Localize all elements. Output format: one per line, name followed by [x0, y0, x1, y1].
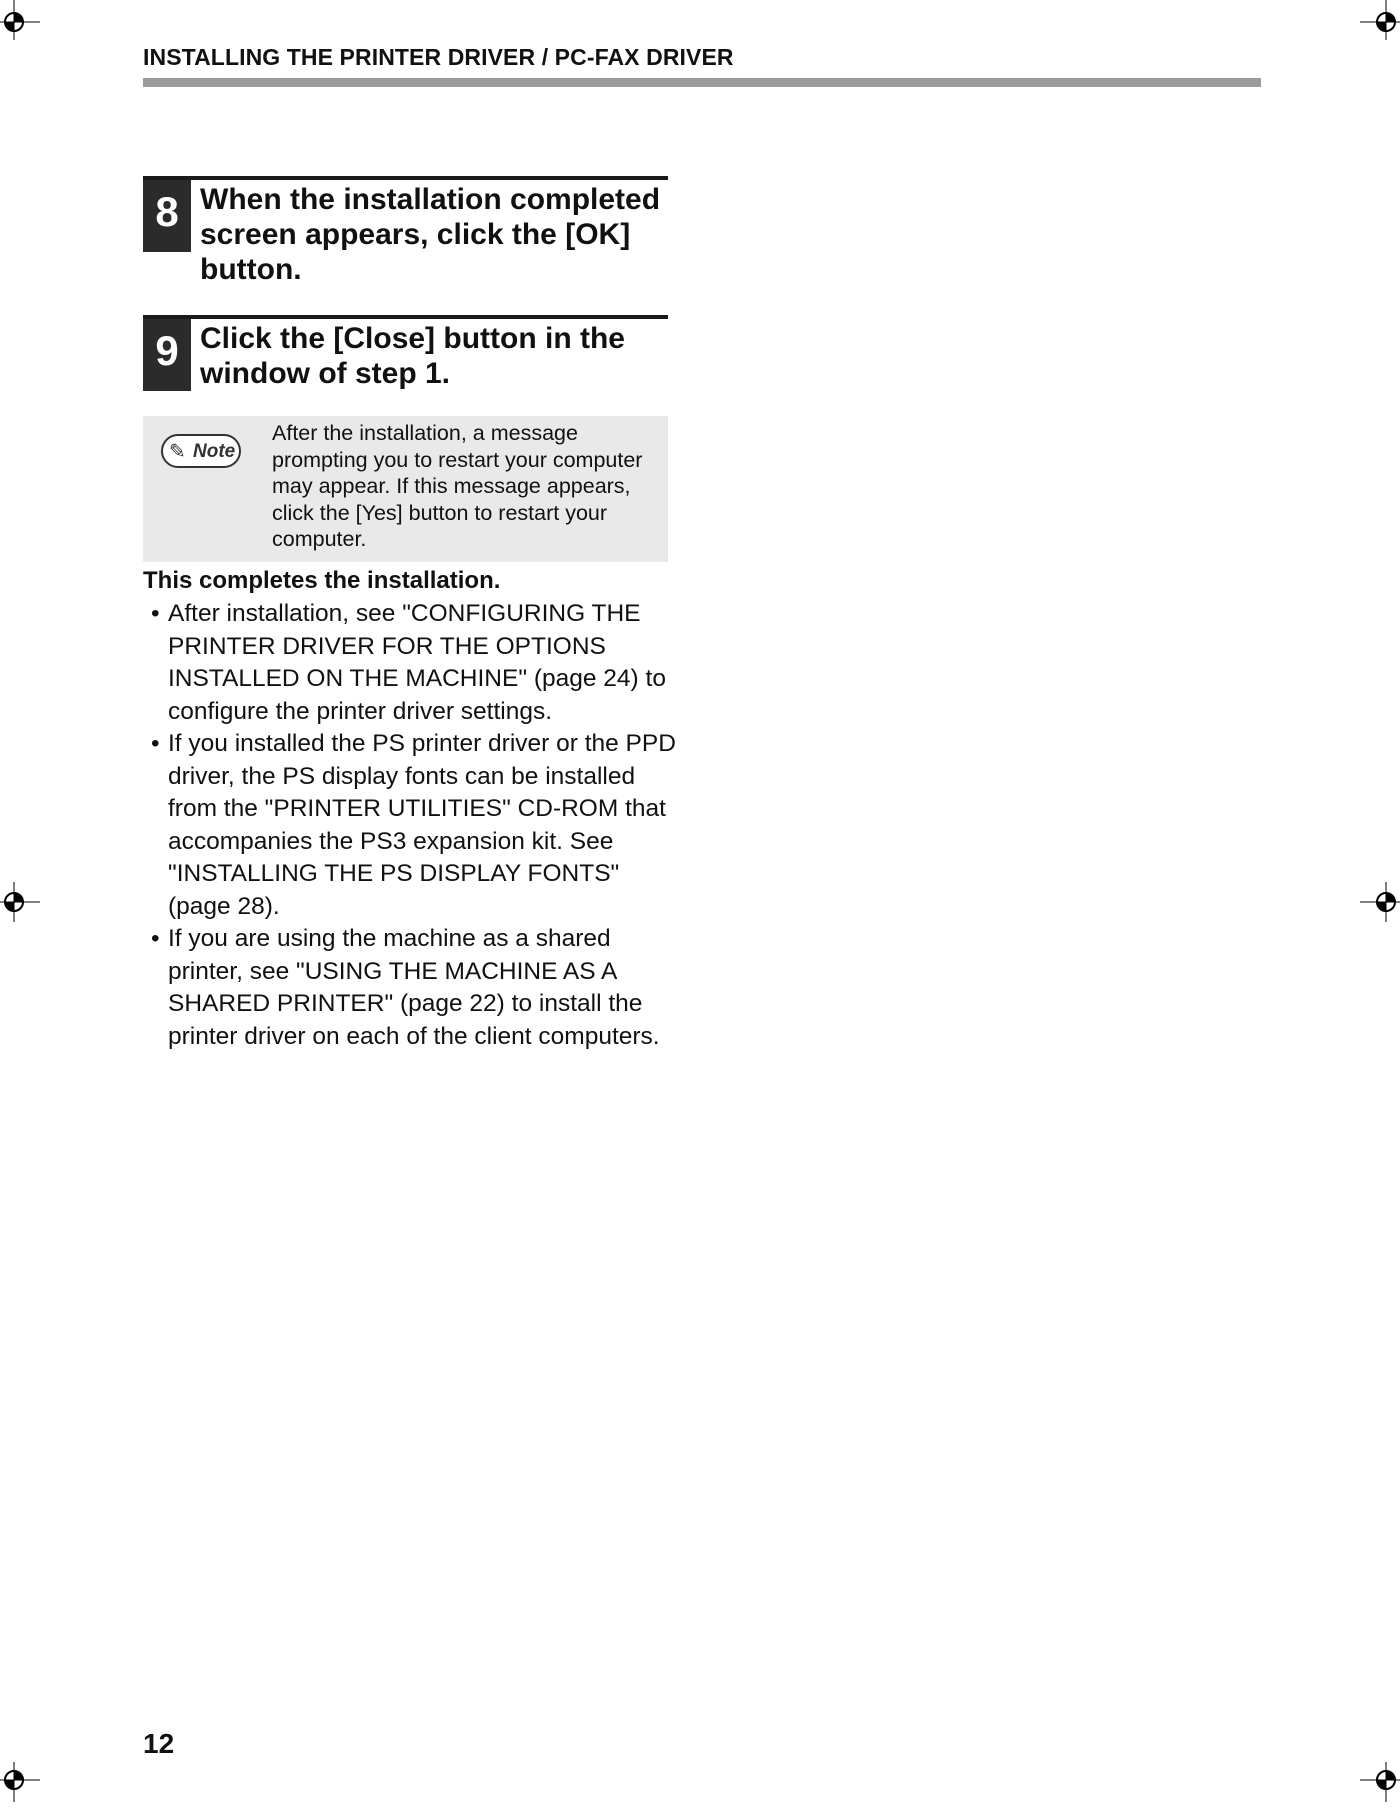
list-item — [143, 923, 683, 1053]
completion-bullet-list — [143, 598, 683, 1053]
step-9 — [143, 315, 668, 397]
list-item — [143, 598, 683, 728]
list-item-text: If you installed the PS printer driver or the PPD driver, the PS display fonts can be installed from the "PRINTER UTILITIES" CD-ROM that accompanies the PS3 expansion kit. See "INSTALLING THE PS DISPLAY FONTS" (page 28). — [168, 730, 676, 920]
pencil-icon: ✎ — [169, 441, 186, 463]
registration-mark-icon — [0, 0, 40, 40]
note-badge — [161, 434, 241, 468]
step-instruction: Click the [Close] button in the window of step 1. — [200, 322, 625, 390]
registration-mark-icon — [1360, 0, 1400, 40]
step-divider — [143, 315, 668, 319]
page-number: 12 — [143, 1728, 175, 1759]
header-rule — [143, 78, 1261, 87]
bullet-icon: • — [151, 600, 160, 627]
step-number: 9 — [143, 319, 191, 391]
note-label: Note — [193, 441, 236, 462]
completion-title: This completes the installation. — [143, 567, 501, 594]
step-instruction: When the installation completed screen appears, click the [OK] button. — [200, 183, 661, 286]
registration-mark-icon — [0, 882, 40, 922]
list-item-text: After installation, see "CONFIGURING THE PRINTER DRIVER FOR THE OPTIONS INSTALLED ON THE MACHINE" (page 24) to configure the printer driver settings. — [168, 600, 666, 725]
list-item-text: If you are using the machine as a shared printer, see "USING THE MACHINE AS A SHARED PRINTER" (page 22) to install the printer driver on each of the client computers. — [168, 925, 660, 1050]
bullet-icon: • — [151, 730, 160, 757]
page-header-title: INSTALLING THE PRINTER DRIVER / PC-FAX DRIVER — [143, 44, 734, 70]
note-text: After the installation, a message prompting you to restart your computer may appear. If this message appears, click the [Yes] button to restart your computer. — [272, 421, 643, 551]
registration-mark-icon — [1360, 882, 1400, 922]
step-number: 8 — [143, 180, 191, 252]
registration-mark-icon — [0, 1762, 40, 1802]
step-divider — [143, 176, 668, 180]
registration-mark-icon — [1360, 1762, 1400, 1802]
note-box — [143, 416, 668, 562]
step-8 — [143, 176, 668, 296]
list-item — [143, 728, 683, 923]
bullet-icon: • — [151, 925, 160, 952]
